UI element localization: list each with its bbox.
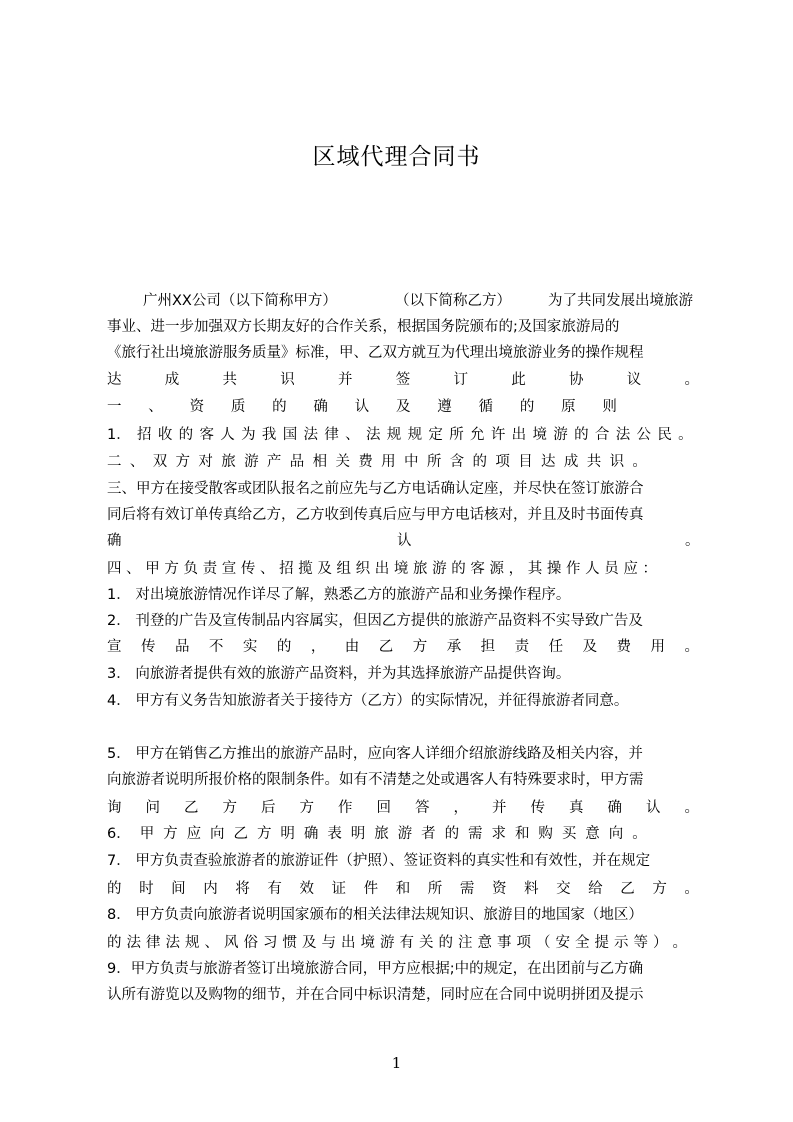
line-char: 中 (403, 454, 419, 470)
line-char: 给 (588, 881, 603, 897)
line-char: 共 (222, 372, 237, 388)
line-char: 认 (354, 399, 370, 415)
line-char: 品 (174, 639, 190, 655)
line-char: 循 (478, 399, 494, 415)
document-title: 区域代理合同书 (312, 144, 481, 170)
line-char: 习 (263, 935, 278, 951)
clause-line: 1． 对出境旅游情况作详尽了解，熟悉乙方的旅游产品和业务操作程序。 (107, 587, 571, 603)
line-char: 确 (607, 800, 622, 816)
line-char: 传 (140, 639, 156, 655)
line-char: 作 (566, 561, 581, 577)
line-char: 定 (428, 427, 443, 443)
line-char: 乙 (184, 800, 199, 816)
section-heading (107, 394, 617, 420)
line-char: 注 (458, 935, 473, 951)
line-char: 我 (261, 427, 277, 443)
line-char: 识 (609, 454, 625, 470)
line-char: 关 (335, 454, 350, 470)
line-char: 确 (107, 533, 122, 549)
justified-line (107, 528, 699, 554)
line-char: 人 (220, 427, 235, 443)
line-char: 规 (407, 427, 423, 443)
line-char: 共 (586, 454, 602, 470)
line-char: 二 (107, 454, 122, 470)
line-char: 游 (244, 454, 259, 470)
line-char: 所 (426, 454, 442, 470)
page-number: 1 (391, 1054, 402, 1072)
line-char: 与 (321, 935, 336, 951)
line-char: ： (642, 561, 657, 577)
line-char: 原 (561, 399, 576, 415)
line-char: 并 (492, 800, 507, 816)
line-char: 方 (222, 800, 237, 816)
paragraph-line: 向旅游者说明所报价格的限制条件。如有不清楚之处或遇客人有特殊要求时，甲方需 (107, 772, 644, 788)
line-char: 公 (636, 427, 652, 443)
clause-line: 9．甲方负责与旅游者签订出境旅游合同，甲方应根据;中的规定，在出团前与乙方确 (107, 961, 644, 977)
line-char: 法 (303, 427, 319, 443)
line-char: 规 (386, 427, 402, 443)
line-char: 传 (530, 800, 545, 816)
justified-line (107, 876, 699, 902)
line-char: 一 (107, 399, 122, 415)
line-char: 、 (148, 399, 163, 415)
line-char: 方 (175, 454, 191, 470)
line-char: ， (508, 561, 524, 577)
line-char: 收 (157, 427, 173, 443)
line-char: 境 (393, 561, 409, 577)
line-char: ， (310, 639, 326, 655)
line-char: 、 (129, 454, 145, 470)
paragraph-line: 同后将有效订单传真给乙方，乙方收到传真后应与甲方电话核对，并且及时书面传真 (107, 507, 644, 523)
line-char: 方 (412, 639, 428, 655)
line-char: 认 (397, 533, 412, 549)
line-char: 确 (313, 399, 328, 415)
line-char: 员 (604, 561, 619, 577)
line-char: ） (653, 935, 668, 951)
line-char: 签 (395, 372, 411, 388)
line-char: 全 (575, 935, 590, 951)
line-char: 件 (363, 881, 379, 897)
line-char: 资 (491, 881, 507, 897)
line-char: 游 (553, 427, 568, 443)
line-char: 实 (242, 639, 258, 655)
line-char: 需 (468, 826, 483, 842)
line-char: 明 (350, 826, 366, 842)
line-char: 求 (491, 826, 506, 842)
line-char: 明 (280, 826, 295, 842)
line-char: 达 (107, 372, 122, 388)
paragraph-line: 认所有游览以及购物的细节，并在合同中标识清楚，同时应在合同中说明拼团及提示 (107, 987, 644, 1003)
line-char: 境 (360, 935, 375, 951)
line-char: 、 (260, 561, 275, 577)
line-char: 购 (538, 826, 553, 842)
line-char: 遵 (437, 399, 452, 415)
line-char: 的 (272, 399, 287, 415)
line-char: 旅 (374, 826, 389, 842)
line-char: 产 (266, 454, 282, 470)
line-char: 国 (282, 427, 298, 443)
line-char: 的 (472, 454, 487, 470)
line-char: 。 (632, 826, 647, 842)
line-char: 应 (623, 561, 638, 577)
line-char: 的 (107, 881, 122, 897)
line-char: （ (536, 935, 551, 951)
line-char: 需 (459, 881, 475, 897)
line-char: 出 (341, 935, 356, 951)
intro-line (107, 288, 707, 314)
line-char: 项 (495, 454, 510, 470)
clause-line: 3． 向旅游者提供有效的旅游产品资料，并为其选择旅游产品提供咨询。 (107, 666, 571, 682)
section-heading (107, 556, 657, 582)
line-char: 组 (336, 561, 351, 577)
line-char: 招 (279, 561, 294, 577)
line-char: 律 (324, 427, 339, 443)
line-char: 不 (208, 639, 224, 655)
line-char: 及 (395, 399, 411, 415)
line-char: 用 (650, 639, 665, 655)
line-char: 问 (145, 800, 160, 816)
line-char: 惯 (282, 935, 297, 951)
line-char: 。 (685, 533, 700, 549)
line-char: 法 (126, 935, 141, 951)
line-char: 等 (633, 935, 648, 951)
line-char: 时 (139, 881, 154, 897)
line-char: 由 (344, 639, 360, 655)
justified-line (107, 795, 699, 821)
line-char: 源 (489, 561, 504, 577)
line-char: 回 (376, 800, 391, 816)
line-char: 的 (444, 826, 460, 842)
line-char: 乙 (378, 639, 394, 655)
line-char: 允 (470, 427, 485, 443)
line-char: 用 (381, 454, 396, 470)
line-char: 的 (178, 427, 194, 443)
line-char: 法 (365, 427, 381, 443)
line-char: 相 (312, 454, 328, 470)
line-char: 传 (240, 561, 256, 577)
line-char: 、 (204, 935, 219, 951)
line-char: 询 (107, 800, 122, 816)
line-char: 客 (199, 427, 214, 443)
line-char: 6． (107, 826, 131, 842)
line-char: 内 (203, 881, 218, 897)
line-char: 责 (202, 561, 218, 577)
line-char: 。 (684, 881, 699, 897)
clause-line: 8． 甲方负责向旅游者说明国家颁布的相关法律法规知识、旅游目的地国家（地区） (107, 907, 643, 923)
line-char: 方 (256, 826, 272, 842)
line-char: 提 (594, 935, 609, 951)
justified-line (107, 367, 699, 393)
justified-line (107, 634, 699, 660)
line-char: 和 (395, 881, 411, 897)
line-char: 证 (331, 881, 347, 897)
line-char: 方 (652, 881, 667, 897)
line-char: 者 (421, 826, 436, 842)
clause-line: 4． 甲方有义务告知旅游者关于接待方（乙方）的实际情况，并征得旅游者同意。 (107, 693, 629, 709)
line-char: 有 (399, 935, 414, 951)
line-char: 达 (541, 454, 556, 470)
line-char: 认 (646, 800, 661, 816)
line-char: 。 (684, 800, 699, 816)
line-char: 目 (518, 454, 533, 470)
line-char: 对 (198, 454, 213, 470)
line-char: 责 (514, 639, 530, 655)
clause-line: 7． 甲方负责查验旅游者的旅游证件（护照）、签证资料的真实性和有效性，并在规定 (107, 853, 651, 869)
line-char: 乙 (620, 881, 635, 897)
line-char: 人 (585, 561, 600, 577)
section-heading (107, 449, 647, 475)
line-char: 旅 (221, 454, 236, 470)
line-char: 担 (480, 639, 496, 655)
line-char: 。 (672, 935, 687, 951)
line-char: 意 (477, 935, 492, 951)
line-char: 客 (470, 561, 485, 577)
line-char: 游 (380, 935, 395, 951)
line-char: 成 (563, 454, 579, 470)
line-char: 协 (569, 372, 584, 388)
line-char: 的 (107, 935, 122, 951)
line-char: 安 (555, 935, 570, 951)
clause-line (107, 821, 647, 847)
line-char: 的 (519, 399, 535, 415)
line-char: 关 (419, 935, 434, 951)
line-char: 法 (615, 427, 631, 443)
clause-line: 5． 甲方在销售乙方推出的旅游产品时，应向客人详细介绍旅游线路及相关内容，并 (107, 746, 643, 762)
line-char: 负 (183, 561, 198, 577)
party-b-text: （以下简称乙方） (395, 293, 511, 309)
line-char: 律 (146, 935, 161, 951)
line-char: 方 (164, 561, 179, 577)
line-char: 旅 (413, 561, 428, 577)
line-char: 方 (163, 826, 178, 842)
line-char: 效 (299, 881, 314, 897)
line-char: 费 (616, 639, 632, 655)
line-char: 间 (171, 881, 186, 897)
line-char: 法 (165, 935, 180, 951)
party-a-text: 广州XX公司（以下简称甲方） (143, 293, 337, 309)
line-char: 交 (556, 881, 571, 897)
line-char: 的 (451, 561, 466, 577)
line-char: 操 (546, 561, 562, 577)
line-char: 和 (514, 826, 530, 842)
line-char: 作 (338, 800, 353, 816)
line-char: 四 (107, 561, 122, 577)
justified-line (107, 930, 687, 956)
line-char: 订 (453, 372, 468, 388)
line-char: 俗 (243, 935, 258, 951)
line-char: 向 (210, 826, 225, 842)
line-char: 项 (516, 935, 531, 951)
line-char: 、 (345, 427, 360, 443)
line-char: 其 (527, 561, 543, 577)
line-char: 为 (241, 427, 256, 443)
line-char: 此 (511, 372, 526, 388)
line-char: 的 (276, 639, 292, 655)
line-char: 宣 (107, 639, 122, 655)
line-char: 确 (303, 826, 319, 842)
line-char: 资 (189, 399, 205, 415)
line-char: 识 (280, 372, 295, 388)
line-char: 将 (235, 881, 250, 897)
line-char: 真 (569, 800, 584, 816)
paragraph-line: 《旅行社出境旅游服务质量》标准，甲、乙双方就互为代理出境旅游业务的操作规程 (107, 345, 644, 361)
line-char: 承 (446, 639, 462, 655)
paragraph-line: 事业、进一步加强双方长期友好的合作关系，根据国务院颁布的;及国家旅游局的 (107, 319, 620, 335)
line-char: 民 (657, 427, 672, 443)
line-char: 买 (561, 826, 577, 842)
line-char: 事 (497, 935, 512, 951)
line-char: 风 (224, 935, 239, 951)
line-char: 揽 (298, 561, 313, 577)
line-char: 的 (438, 935, 453, 951)
line-char: 并 (338, 372, 353, 388)
line-char: 乙 (233, 826, 248, 842)
line-char: 应 (186, 826, 202, 842)
line-char: 及 (582, 639, 598, 655)
line-char: 后 (261, 800, 276, 816)
line-char: 甲 (145, 561, 160, 577)
line-char: 许 (490, 427, 506, 443)
purpose-text: 为了共同发展出境旅游 (548, 293, 693, 309)
line-char: 出 (374, 561, 390, 577)
line-char: 规 (185, 935, 200, 951)
line-char: 任 (548, 639, 564, 655)
line-char: 宣 (221, 561, 237, 577)
line-char: 质 (230, 399, 246, 415)
line-char: 成 (164, 372, 180, 388)
line-char: 向 (608, 826, 624, 842)
line-char: 合 (594, 427, 610, 443)
line-char: 含 (449, 454, 465, 470)
line-char: 织 (355, 561, 371, 577)
line-char: 及 (317, 561, 332, 577)
line-char: ， (453, 800, 468, 816)
line-char: 答 (415, 800, 430, 816)
paragraph-line: 三、甲方在接受散客或团队报名之前应先与乙方电话确认定座，并尽快在签订旅游合 (107, 481, 644, 497)
clause-line (107, 422, 693, 448)
line-char: 、 (126, 561, 141, 577)
line-char: 及 (302, 935, 317, 951)
line-char: 的 (574, 427, 589, 443)
line-char: 双 (152, 454, 168, 470)
line-char: 所 (427, 881, 443, 897)
line-char: 招 (137, 427, 152, 443)
line-char: 则 (602, 399, 617, 415)
line-char: 示 (614, 935, 629, 951)
line-char: 甲 (139, 826, 155, 842)
line-char: 。 (684, 639, 699, 655)
line-char: 出 (511, 427, 527, 443)
line-char: 表 (327, 826, 342, 842)
line-char: 料 (524, 881, 539, 897)
line-char: 游 (432, 561, 447, 577)
line-char: 。 (632, 454, 647, 470)
line-char: 议 (626, 372, 642, 388)
line-char: 方 (299, 800, 314, 816)
line-char: 所 (449, 427, 464, 443)
line-char: 。 (678, 427, 693, 443)
line-char: 费 (358, 454, 373, 470)
line-char: 意 (585, 826, 600, 842)
line-char: 1． (107, 427, 131, 443)
line-char: 境 (532, 427, 547, 443)
line-char: 品 (289, 454, 305, 470)
line-char: 有 (267, 881, 282, 897)
line-char: 游 (397, 826, 413, 842)
line-char: 。 (684, 372, 699, 388)
clause-line: 2． 刊登的广告及宣传制品内容属实，但因乙方提供的旅游产品资料不实导致广告及 (107, 613, 643, 629)
